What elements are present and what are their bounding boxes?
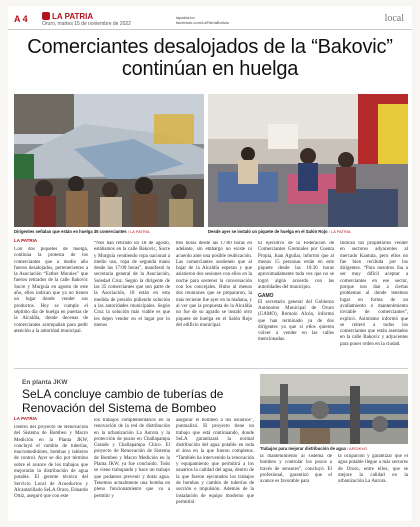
article2-col-4: la mantenimiento al sistema de bombeo y controlar los pozos a través de sensores”, concluyó. El profesional, garantizó que el avance es favorable para bbox=[260, 454, 332, 485]
article1-col-3: tres horas desde las 17:00 horas en adelante, sin embargo no existe ni acuerdo ante una posible reubicación. Las comerciantes sostienen que al bajar de la Alcaldía esperan y que asistieron dos sesiones con ellos en la noche para sostener la conversación con los concejales. Hubo al menos dos reuniones que se prepararon, la más reciente fue ayer en la mañana, y al ver que la propuesta de la Alcaldía no fue de su agrado se instaló otro piquete de huelga en el Salón Rojo del edificio municipal. bbox=[176, 241, 252, 328]
newspaper-logo bbox=[42, 12, 93, 21]
section-name: local bbox=[384, 13, 404, 24]
article1-headline: Comerciantes desalojados de la “Bakovic” continúan en huelga bbox=[27, 36, 393, 80]
article2-kicker: En planta JKW bbox=[22, 379, 68, 386]
header-social: facebook.com/LaPatriaBolivia bbox=[176, 20, 229, 25]
article1-col-4 bbox=[258, 241, 334, 363]
article1-col-1: Con dos piquetes de huelga, continúa la protesta de los comerciantes que a medio año fueron desalojados, pertenecientes a la Asociación “Esther Morales” que fueron retirados de la calle Bakovic Sucre y Murguía en agosto de este año, ellos indican que ya no tienen un lugar donde vender sus productos. Hoy se cumple el séptimo día de huelga en puertas de la Alcaldía, donde decenas de comerciantes acompañan para pedir atención a la autoridad municipal. bbox=[14, 247, 88, 334]
logo-icon bbox=[42, 12, 50, 20]
photo1-caption-text: Dirigentes señalan que están en huelga 35 comerciantes bbox=[14, 229, 127, 234]
header-web: lapatria.bo bbox=[176, 15, 195, 20]
article1-byline: LA PATRIA bbox=[14, 238, 38, 243]
article2-col-2: los trabajos complementarios en la renovación de la red de distribución en la urbanización La Aurora y la protección de pozos en Challapampa Grande y Challapampa Chico. El proyecto de Renovación de Sistema de Bombeo y Macro Medición en la Planta JKW, ya fue concluido. Todo se viene trabajando y hace un trabajo que podamos prevenir y dotar agua. Tenemos actualmente una bomba en pleno funcionamiento que va a permitir y bbox=[94, 418, 170, 499]
article2-photo-caption bbox=[260, 446, 367, 451]
header-contact bbox=[176, 15, 229, 25]
article2-headline: SeLA concluye cambio de tuberías de Renovación del Sistema de Bombeo bbox=[22, 387, 224, 415]
article1-subhead: GAMO bbox=[258, 293, 274, 300]
article1-col-5: Indican los propietarios vender en sectores adyacentes al mercado Kantuta, pero ellos no fue bien recibida por los dirigentes. “Para nosotros iba a ser muy difícil aceptar a comerciantes en ese sector, porque nos dan a ciertas problemas al donde tenemos lugar en forma de un avallamiento o mantenimiento inviable de comerciantes”, explicó. Asimismo informó que se reiteró a todos los comerciantes que están asentados en la calle Bakovic y adyacentes para poner orden en la ciudad. bbox=[340, 241, 408, 347]
article1-col-2: “Nos han retirado un 18 de agosto, estábamos en la calle Bakovic, Sucre y Murguía vendiendo ropa nacional a medio uso, ropa de segunda mano desde las 17:00 horas”, manifestó la secretaria general de la Asociación, Soledad Cruz. Según la dirigente de las 35 comerciantes que son parte de la Asociación, 18 están en esta medida de presión pidiendo solución a las autoridades municipales. Según Cruz la solución más viable es que les dejen vender en el lugar por lo menos bbox=[94, 241, 170, 328]
article2-photo-credit: / ARCHIVO bbox=[347, 446, 368, 451]
article2-col-5: la ocupación y garantizar que el agua potable llegue a más sectores de Oruro, entre ellos, que se mejore la calidad en la urbanización La Aurora. bbox=[338, 454, 408, 485]
logo-text: LA PATRIA bbox=[52, 12, 94, 21]
article1-col-4b-text: El secretario general del Gobierno Autónomo Municipal de Oruro (GAMO), Romolo Alcón, informó que han terminado ya de dos dirigentes ya que si ellos quieren volver a vender en las calles mencionadas. bbox=[258, 299, 334, 343]
article2-col-1: Dentro del proyecto de Renovación del Sistema de Bombeo y Macro Medición en la Planta JKW, concluyó el cambio de tuberías, macromedidores, bombas y tableros de control. Ayer se dio por término sobre el avance de los trabajos que mejorarán la distribución de agua potable. El gerente técnico del Servicio Local de Acueductos y Alcantarillado SeLA Oruro, Eduardo Ortiz, aseguró que con este bbox=[14, 425, 88, 500]
photo1-credit: / LA PATRIA bbox=[127, 229, 150, 234]
photo2-credit: / LA PATRIA bbox=[328, 229, 351, 234]
photo2-caption bbox=[208, 229, 351, 234]
article1-photo-1 bbox=[14, 94, 204, 227]
article2-col-3: asegurar el bombeo a los usuarios”, puntualizó. El proyecto tiene un trabajo que está continuando, donde SeLA garantizará la normal distribución del agua potable en toda el área en la que fueron completos. “También ha intervenido la renovación y equipamiento que permitirá a los usuarios la calidad del agua, dentro de la que fueron ejecutados los trabajos de bombas y cambio de tuberías de succión e impulsión. Además de la instalación de equipo moderno que permitirá bbox=[176, 418, 254, 505]
newspaper-page bbox=[8, 6, 412, 521]
photo1-caption bbox=[14, 229, 150, 234]
page-number: A 4 bbox=[14, 14, 28, 24]
article1-photo-2 bbox=[208, 94, 408, 227]
section-divider bbox=[14, 368, 408, 369]
article2-byline: LA PATRIA bbox=[14, 416, 38, 421]
issue-date: Oruro, martes 15 de noviembre de 2022 bbox=[42, 21, 131, 27]
article2-photo bbox=[260, 374, 408, 444]
photo2-caption-text: Desde ayer se instaló un piquete de huelga en el Salón Rojo bbox=[208, 229, 328, 234]
article1-col-4-text: El ejecutivo de la Federación de Comerciantes Gremiales por Cuenta Propia, Juan Aguilar, informó que al menos 15 personas están en este piquete desde las 10:30 horas aproximadamente toda vez que no se logró algún acuerdo con las autoridades del municipio. bbox=[258, 241, 334, 291]
article2-photo-caption-text: Trabajos para mejorar distribución de agua bbox=[260, 446, 346, 451]
page-header bbox=[8, 14, 412, 30]
